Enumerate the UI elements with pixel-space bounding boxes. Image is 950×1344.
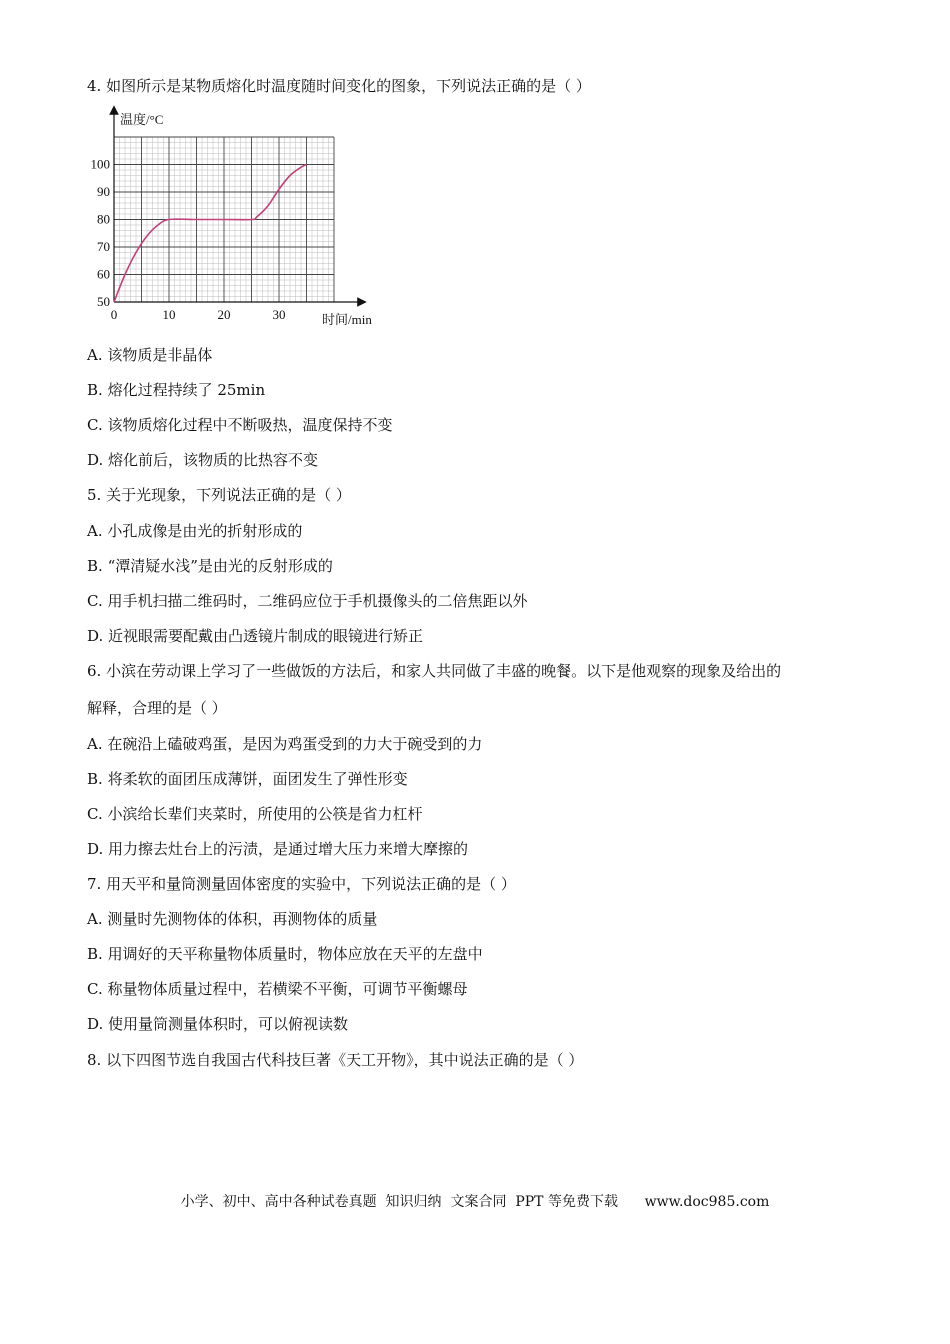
chart-y-axis-label: 温度/°C: [120, 112, 164, 127]
question-7-stem: [87, 874, 516, 894]
chart-series-line: [114, 165, 307, 303]
question-4-option-a[interactable]: [87, 345, 212, 365]
question-7-option-d[interactable]: [87, 1014, 348, 1034]
footer-text: 小学、初中、高中各种试卷真题 知识归纳 文案合同 PPT 等免费下载: [180, 1194, 618, 1210]
option-text: 用调好的天平称量物体质量时，物体应放在天平的左盘中: [107, 945, 483, 963]
question-number: 5.: [87, 486, 102, 504]
question-7-option-a[interactable]: [87, 909, 377, 929]
question-6-option-d[interactable]: [87, 839, 468, 859]
y-tick-label: 80: [97, 211, 110, 227]
option-label: B.: [87, 557, 103, 575]
question-number: 8.: [87, 1051, 102, 1069]
y-tick-label: 50: [97, 294, 110, 309]
option-text: 使用量筒测量体积时，可以俯视读数: [108, 1015, 349, 1033]
question-text: 用天平和量筒测量固体密度的实验中，下列说法正确的是（ ）: [106, 875, 516, 893]
x-tick-label: 30: [272, 307, 286, 322]
x-tick-label: 0: [110, 307, 118, 322]
option-text: 用手机扫描二维码时，二维码应位于手机摄像头的二倍焦距以外: [107, 592, 528, 610]
chart-y-tick-labels: [91, 157, 111, 310]
option-text: 测量时先测物体的体积，再测物体的质量: [107, 910, 378, 928]
question-4-option-c[interactable]: [87, 415, 393, 435]
y-tick-label: 70: [97, 239, 110, 254]
question-number: 6.: [87, 662, 102, 680]
option-label: C.: [87, 592, 103, 610]
option-text: 称量物体质量过程中，若横梁不平衡，可调节平衡螺母: [107, 980, 468, 998]
question-4-stem: [87, 76, 591, 96]
option-label: D.: [87, 840, 104, 858]
y-tick-label: 60: [97, 266, 110, 282]
page-footer: [0, 1192, 950, 1212]
option-label: C.: [87, 805, 103, 823]
question-6-option-a[interactable]: [87, 734, 482, 754]
question-4-option-d[interactable]: [87, 450, 318, 470]
option-text: 熔化过程持续了 25min: [107, 381, 266, 399]
option-label: B.: [87, 770, 103, 788]
question-5-option-a[interactable]: [87, 521, 302, 541]
question-text: 关于光现象，下列说法正确的是（ ）: [106, 486, 351, 504]
melting-curve-chart: [84, 104, 404, 329]
question-4-option-b[interactable]: [87, 380, 265, 400]
option-label: A.: [87, 522, 103, 540]
chart-x-axis-label: 时间/min: [322, 312, 372, 327]
question-7-option-c[interactable]: [87, 979, 468, 999]
option-text: 将柔软的面团压成薄饼，面团发生了弹性形变: [107, 770, 408, 788]
question-6-stem-continued: 解释，合理的是（ ）: [87, 699, 227, 717]
y-tick-label: 90: [97, 184, 110, 199]
option-label: C.: [87, 980, 103, 998]
question-6-stem: [87, 661, 781, 681]
x-tick-label: 10: [162, 307, 176, 322]
question-7-option-b[interactable]: [87, 944, 483, 964]
option-text: 小滨给长辈们夹菜时，所使用的公筷是省力杠杆: [107, 805, 423, 823]
option-text: 熔化前后，该物质的比热容不变: [108, 451, 319, 469]
question-5-option-d[interactable]: [87, 626, 423, 646]
question-6-option-c[interactable]: [87, 804, 423, 824]
option-label: A.: [87, 735, 103, 753]
option-text: 在碗沿上磕破鸡蛋，是因为鸡蛋受到的力大于碗受到的力: [107, 735, 483, 753]
chart-x-tick-labels: [111, 307, 286, 322]
option-text: 该物质熔化过程中不断吸热，温度保持不变: [107, 416, 393, 434]
option-label: A.: [87, 346, 103, 364]
question-number: 4.: [87, 77, 102, 95]
question-5-option-c[interactable]: [87, 591, 528, 611]
option-label: D.: [87, 1015, 104, 1033]
question-text: 以下四图节选自我国古代科技巨著《天工开物》，其中说法正确的是（ ）: [106, 1051, 584, 1069]
option-label: B.: [87, 381, 103, 399]
option-label: D.: [87, 451, 104, 469]
option-text: 用力擦去灶台上的污渍，是通过增大压力来增大摩擦的: [108, 840, 469, 858]
option-text: 近视眼需要配戴由凸透镜片制成的眼镜进行矫正: [108, 627, 424, 645]
question-5-stem: [87, 485, 351, 505]
option-label: A.: [87, 910, 103, 928]
footer-url[interactable]: www.doc985.com: [644, 1194, 770, 1210]
option-label: C.: [87, 416, 103, 434]
question-6-option-b[interactable]: [87, 769, 408, 789]
x-tick-label: 20: [217, 307, 231, 322]
question-5-option-b[interactable]: [87, 556, 333, 576]
option-text: 小孔成像是由光的折射形成的: [107, 522, 303, 540]
option-label: B.: [87, 945, 103, 963]
question-8-stem: [87, 1050, 583, 1070]
option-text: “潭清疑水浅”是由光的反射形成的: [107, 557, 333, 575]
y-tick-label: 100: [90, 156, 110, 172]
option-label: D.: [87, 627, 104, 645]
option-text: 该物质是非晶体: [107, 346, 213, 364]
question-number: 7.: [87, 875, 102, 893]
question-text: 小滨在劳动课上学习了一些做饭的方法后，和家人共同做了丰盛的晚餐。以下是他观察的现象及给出的: [106, 662, 782, 680]
question-text: 如图所示是某物质熔化时温度随时间变化的图象，下列说法正确的是（ ）: [106, 77, 591, 95]
